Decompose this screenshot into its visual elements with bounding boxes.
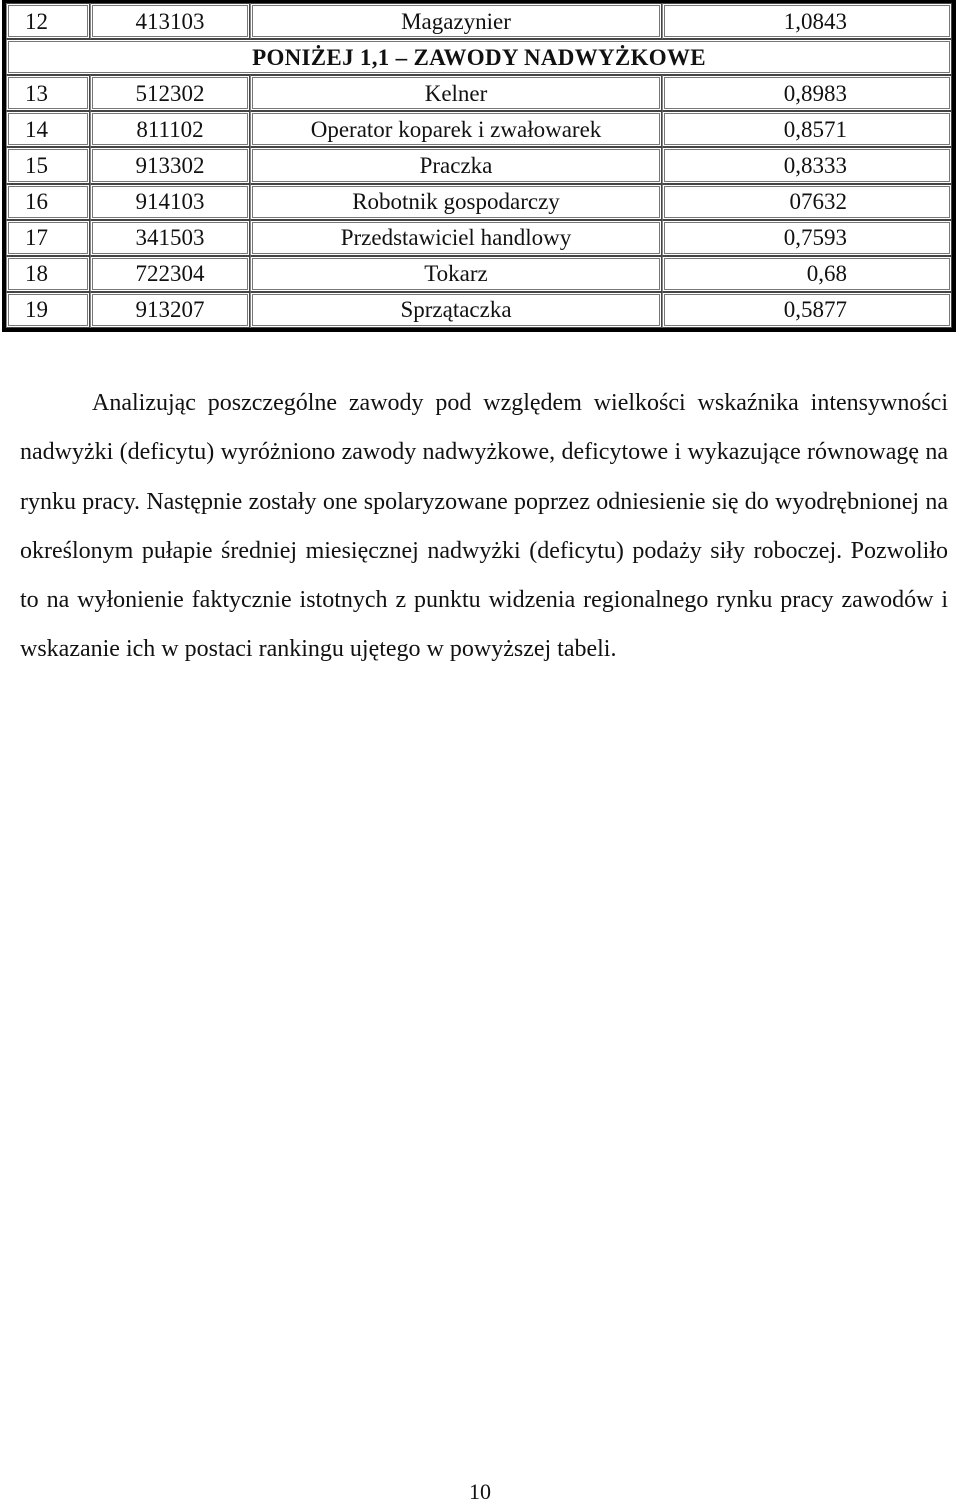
row-number-cell: 13 — [6, 75, 90, 111]
row-number-cell: 15 — [6, 147, 90, 183]
table-row — [6, 147, 952, 183]
row-number-cell: 18 — [6, 256, 90, 292]
occupations-table — [6, 3, 952, 328]
occupation-name-cell: Kelner — [250, 75, 662, 111]
section-heading-row — [6, 39, 952, 75]
occupation-code-cell: 914103 — [90, 184, 250, 220]
intensity-value-cell: 0,8333 — [662, 147, 952, 183]
occupation-code-cell: 512302 — [90, 75, 250, 111]
row-number-cell: 12 — [6, 3, 90, 39]
row-number-cell: 17 — [6, 220, 90, 256]
intensity-value-cell: 0,8983 — [662, 75, 952, 111]
occupation-code-cell: 811102 — [90, 111, 250, 147]
table-row — [6, 184, 952, 220]
occupation-code-cell: 913207 — [90, 292, 250, 328]
occupation-name-cell: Robotnik gospodarczy — [250, 184, 662, 220]
intensity-value-cell: 0,68 — [662, 256, 952, 292]
occupation-name-cell: Przedstawiciel handlowy — [250, 220, 662, 256]
occupation-code-cell: 341503 — [90, 220, 250, 256]
row-number-cell: 16 — [6, 184, 90, 220]
occupation-name-cell: Operator koparek i zwałowarek — [250, 111, 662, 147]
intensity-value-cell: 0,7593 — [662, 220, 952, 256]
table-row — [6, 292, 952, 328]
occupation-code-cell: 722304 — [90, 256, 250, 292]
table-row — [6, 220, 952, 256]
table-row — [6, 111, 952, 147]
occupations-table-frame — [2, 0, 956, 332]
occupation-code-cell: 913302 — [90, 147, 250, 183]
intensity-value-cell: 0,8571 — [662, 111, 952, 147]
intensity-value-cell: 0,5877 — [662, 292, 952, 328]
occupation-code-cell: 413103 — [90, 3, 250, 39]
body-paragraph: Analizując poszczególne zawody pod względem wielkości wskaźnika intensywności nadwyżki (deficytu) wyróżniono zawody nadwyżkowe, deficytowe i wykazujące równowagę na rynku pracy. Następnie zostały one spolaryzowane poprzez odniesienie się do wyodrębnionej na określonym pułapie średniej miesięcznej nadwyżki (deficytu) podaży siły roboczej. Pozwoliło to na wyłonienie faktycznie istotnych z punktu widzenia regionalnego rynku pracy zawodów i wskazanie ich w postaci rankingu ujętego w powyższej tabeli. — [20, 390, 948, 663]
section-heading: PONIŻEJ 1,1 – ZAWODY NADWYŻKOWE — [6, 39, 952, 75]
table-row — [6, 75, 952, 111]
occupation-name-cell: Tokarz — [250, 256, 662, 292]
occupation-name-cell: Sprzątaczka — [250, 292, 662, 328]
occupation-name-cell: Praczka — [250, 147, 662, 183]
page-number: 10 — [469, 1479, 491, 1504]
table-row — [6, 3, 952, 39]
row-number-cell: 19 — [6, 292, 90, 328]
intensity-value-cell: 07632 — [662, 184, 952, 220]
occupation-name-cell: Magazynier — [250, 3, 662, 39]
intensity-value-cell: 1,0843 — [662, 3, 952, 39]
row-number-cell: 14 — [6, 111, 90, 147]
table-row — [6, 256, 952, 292]
